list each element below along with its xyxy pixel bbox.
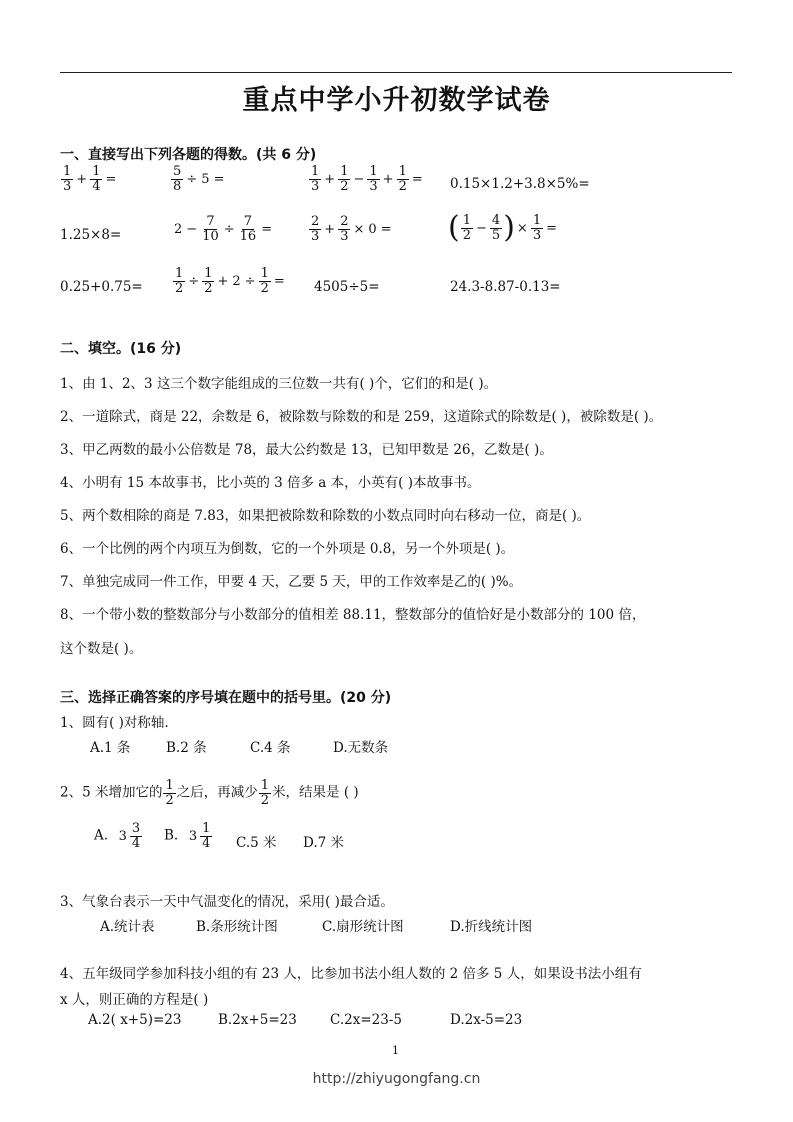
problem-6: 2 − $\frac{7}{10}$ ÷ $\frac{7}{16}$ = <box>174 214 273 244</box>
choice-q3-option-b: B.条形统计图 <box>196 919 278 935</box>
fraction: $\frac{1}{2}$ <box>260 778 270 808</box>
choice-q4-stem-line1: 4、五年级同学参加科技小组的有 23 人，比参加书法小组人数的 2 倍多 5 人，如果设书法小组有 <box>60 966 642 982</box>
section3-heading: 三、选择正确答案的序号填在题中的括号里。(20 分) <box>60 690 392 706</box>
fill-item-8-cont: 这个数是( )。 <box>60 641 143 657</box>
fraction: $\frac{1}{2}$ <box>165 778 174 808</box>
choice-q4-option-b: B.2x+5=23 <box>218 1012 297 1028</box>
fraction: $\frac{1}{3}$ <box>311 164 320 194</box>
problem-8: ( $\frac{1}{2}$ − $\frac{4}{5}$ ) × $\frac{1}{3}$ = <box>448 210 557 245</box>
fraction: $\frac{1}{2}$ <box>340 164 349 194</box>
problem-7: $\frac{2}{3}$ + $\frac{2}{3}$ × 0 = <box>311 214 392 244</box>
section1-heading: 一、直接写出下列各题的得数。(共 6 分) <box>60 147 317 163</box>
problem-1: $\frac{1}{3}$ + $\frac{1}{4}$ = <box>63 164 117 194</box>
fill-item-6: 6、一个比例的两个内项互为倒数，它的一个外项是 0.8，另一个外项是( )。 <box>60 541 515 557</box>
fill-item-1: 1、由 1、2、3 这三个数字能组成的三位数一共有( )个，它们的和是( )。 <box>60 376 498 392</box>
fraction: $\frac{2}{3}$ <box>340 214 349 244</box>
problem-2: $\frac{5}{8}$ ÷ 5 = <box>173 164 225 194</box>
problem-4: 0.15×1.2+3.8×5%= <box>450 176 590 192</box>
fraction: $\frac{2}{3}$ <box>311 214 320 244</box>
fraction: $\frac{1}{3}$ <box>369 164 378 194</box>
header-rule <box>60 72 732 73</box>
fill-item-2: 2、一道除式，商是 22，余数是 6，被除数与除数的和是 259，这道除式的除数是( )，被除数是( )。 <box>60 409 663 425</box>
section2-heading: 二、填空。(16 分) <box>60 341 182 357</box>
fill-item-3: 3、甲乙两数的最小公倍数是 78，最大公约数是 13，已知甲数是 26，乙数是( )。 <box>60 442 553 458</box>
choice-q4-option-d: D.2x-5=23 <box>450 1012 523 1028</box>
fraction: $\frac{7}{10}$ <box>202 214 219 244</box>
fraction: $\frac{1}{3}$ <box>63 164 72 194</box>
fraction: $\frac{1}{2}$ <box>398 164 407 194</box>
fraction: $\frac{1}{3}$ <box>532 212 542 243</box>
choice-q2-option-d: D.7 米 <box>303 835 345 851</box>
footer-url: http://zhiyugongfang.cn <box>312 1071 481 1087</box>
problem-9: 0.25+0.75= <box>60 279 143 295</box>
choice-q3-option-c: C.扇形统计图 <box>322 919 404 935</box>
fraction: $\frac{1}{2}$ <box>204 266 213 296</box>
fill-item-8: 8、一个带小数的整数部分与小数部分的值相差 88.11，整数部分的值恰好是小数部分的 100 倍， <box>60 607 646 623</box>
fraction: $\frac{1}{4}$ <box>92 164 101 194</box>
choice-q3-stem: 3、气象台表示一天中气温变化的情况，采用( )最合适。 <box>60 894 394 910</box>
choice-q2-option-a: A. 3 $\frac{3}{4}$ <box>94 821 141 851</box>
page-number: 1 <box>392 1044 399 1057</box>
fill-item-7: 7、单独完成同一件工作，甲要 4 天，乙要 5 天，甲的工作效率是乙的( )%。 <box>60 574 523 590</box>
choice-q2-option-b: B. 3 $\frac{1}{4}$ <box>164 821 211 851</box>
problem-12: 24.3-8.87-0.13= <box>450 279 561 295</box>
choice-q1-option-d: D.无数条 <box>333 740 389 756</box>
fraction: $\frac{3}{4}$ <box>131 821 141 851</box>
fraction: $\frac{4}{5}$ <box>491 212 501 243</box>
problem-11: 4505÷5= <box>314 279 380 295</box>
fill-item-4: 4、小明有 15 本故事书，比小英的 3 倍多 a 本，小英有( )本故事书。 <box>60 475 481 491</box>
choice-q2-stem: 2、5 米增加它的 $\frac{1}{2}$ 之后，再减少 $\frac{1}{2}$ 米，结果是 ( ) <box>60 778 359 808</box>
choice-q4-option-c: C.2x=23-5 <box>330 1012 402 1028</box>
choice-q1-option-c: C.4 条 <box>250 740 291 756</box>
choice-q3-option-d: D.折线统计图 <box>450 919 533 935</box>
fraction: $\frac{1}{2}$ <box>175 266 184 296</box>
choice-q2-option-c: C.5 米 <box>236 835 277 851</box>
choice-q1-option-b: B.2 条 <box>166 740 207 756</box>
choice-q4-stem-line2: x 人，则正确的方程是( ) <box>60 992 209 1008</box>
fraction: $\frac{5}{8}$ <box>173 164 182 194</box>
page-title: 重点中学小升初数学试卷 <box>242 85 551 116</box>
fraction: $\frac{1}{2}$ <box>462 212 471 243</box>
fraction: $\frac{7}{16}$ <box>239 214 257 244</box>
fill-item-5: 5、两个数相除的商是 7.83，如果把被除数和除数的小数点同时向右移动一位，商是( )。 <box>60 508 591 524</box>
choice-q4-option-a: A.2( x+5)=23 <box>88 1012 182 1028</box>
choice-q1-stem: 1、圆有( )对称轴. <box>60 715 169 731</box>
problem-10: $\frac{1}{2}$ ÷ $\frac{1}{2}$ + 2 ÷ $\frac{1}{2}$ = <box>175 266 285 296</box>
fraction: $\frac{1}{4}$ <box>202 821 211 851</box>
choice-q3-option-a: A.统计表 <box>100 919 155 935</box>
problem-3: $\frac{1}{3}$ + $\frac{1}{2}$ − $\frac{1}{3}$ + $\frac{1}{2}$ = <box>311 164 423 194</box>
choice-q1-option-a: A.1 条 <box>90 740 131 756</box>
fraction: $\frac{1}{2}$ <box>260 266 269 296</box>
problem-5: 1.25×8= <box>60 227 122 243</box>
